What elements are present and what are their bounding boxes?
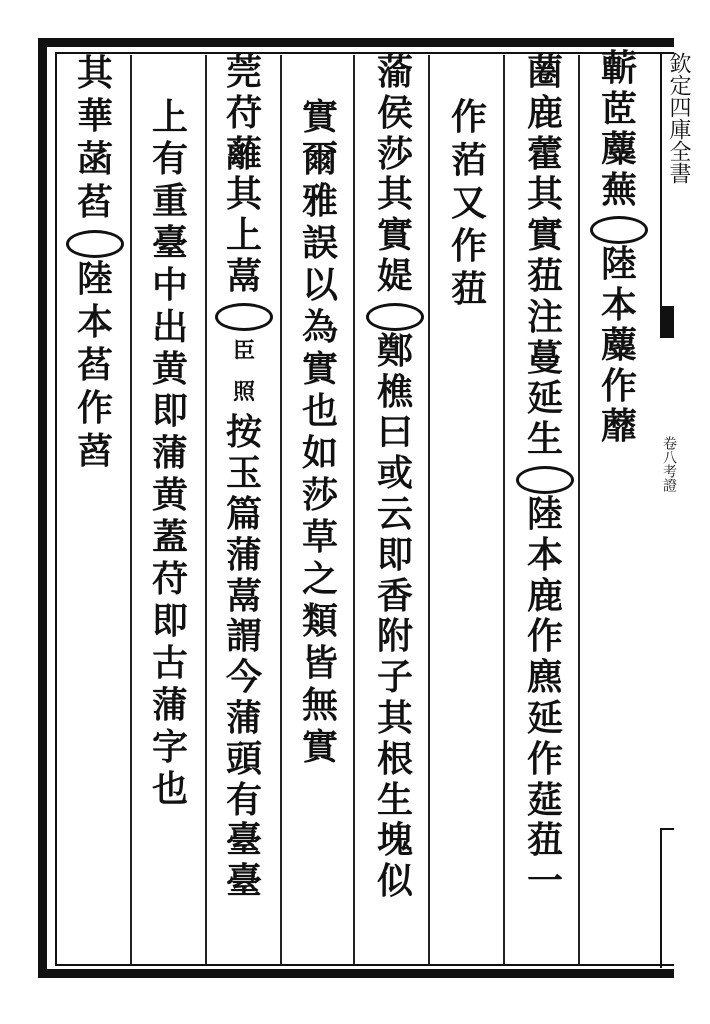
- glyph: 臺: [225, 860, 262, 903]
- glyph: 上: [225, 214, 262, 257]
- glyph: 有: [225, 778, 262, 821]
- glyph: 按: [225, 411, 262, 454]
- glyph: 臣: [232, 337, 255, 364]
- glyph: 上: [151, 96, 188, 138]
- glyph: 作: [526, 615, 563, 658]
- glyph: 苻: [225, 91, 262, 134]
- glyph: 一: [526, 860, 563, 903]
- glyph: 實: [526, 214, 563, 257]
- glyph: 蕪: [600, 168, 637, 211]
- glyph: 臺: [225, 819, 262, 862]
- glyph: 鄭: [376, 329, 413, 372]
- column-rule: [353, 55, 355, 965]
- glyph: 香: [376, 574, 413, 617]
- glyph: 重: [151, 180, 188, 222]
- circle-separator-icon: [590, 210, 648, 244]
- glyph: 實: [301, 96, 338, 138]
- glyph: 玉: [225, 452, 262, 495]
- glyph: 如: [301, 432, 338, 474]
- glyph: 曰: [376, 411, 413, 454]
- circle-separator-icon: [366, 297, 424, 331]
- glyph: 媞: [376, 254, 413, 297]
- glyph: 出: [151, 306, 188, 348]
- glyph: 本: [76, 301, 113, 343]
- glyph: 黄: [151, 474, 188, 516]
- glyph: 苻: [151, 558, 188, 600]
- glyph: 有: [151, 138, 188, 180]
- glyph: 蒲: [151, 684, 188, 726]
- glyph: 又: [450, 182, 487, 224]
- glyph: 蒲: [225, 533, 262, 576]
- glyph: 作: [600, 364, 637, 407]
- glyph: 陸: [76, 258, 113, 300]
- glyph: 莥: [450, 268, 487, 310]
- glyph: 麃: [526, 656, 563, 699]
- text-column-7: [141, 96, 199, 810]
- glyph: 臺: [151, 222, 188, 264]
- glyph: 作: [450, 225, 487, 267]
- fishtail-mark: [660, 306, 674, 338]
- glyph: 雅: [301, 180, 338, 222]
- glyph: 皆: [301, 642, 338, 684]
- glyph: 蘄: [600, 47, 637, 89]
- glyph: 藿: [526, 132, 563, 175]
- glyph: 華: [76, 95, 113, 137]
- glyph: 實: [376, 214, 413, 257]
- text-column-5: [291, 96, 349, 768]
- glyph: 延: [526, 696, 563, 739]
- glyph: 塊: [376, 819, 413, 862]
- glyph: 莥: [526, 819, 563, 862]
- glyph: 或: [376, 452, 413, 495]
- text-column-3: [440, 96, 498, 311]
- glyph: 實: [301, 348, 338, 390]
- fore-edge-title: [660, 52, 691, 307]
- glyph: 其: [376, 696, 413, 739]
- glyph: 即: [151, 390, 188, 432]
- column-rule: [503, 55, 505, 965]
- circle-mark: [215, 303, 273, 331]
- glyph: 蘪: [600, 324, 637, 366]
- glyph: 頭: [225, 737, 262, 780]
- glyph: 萡: [450, 139, 487, 181]
- column-rule: [130, 55, 132, 965]
- glyph: 生: [376, 778, 413, 821]
- glyph: 類: [301, 600, 338, 642]
- glyph: 篇: [225, 492, 262, 535]
- circle-separator-icon: [215, 297, 273, 331]
- fore-edge-lower-box: [660, 828, 674, 968]
- column-rule: [578, 55, 580, 965]
- circle-separator-icon: [66, 224, 124, 258]
- circle-mark: [366, 303, 424, 331]
- glyph: 蘼: [600, 405, 637, 447]
- glyph: 作: [450, 96, 487, 138]
- glyph: 其: [526, 173, 563, 216]
- fore-edge-title-text: 欽定四庫全書: [666, 52, 691, 184]
- glyph: 字: [151, 726, 188, 768]
- glyph: 鹿: [526, 91, 563, 134]
- glyph: 蘺: [225, 132, 262, 175]
- glyph: 萏: [76, 181, 113, 223]
- glyph: 蓋: [151, 516, 188, 558]
- glyph: 中: [151, 264, 188, 306]
- glyph: 蘪: [600, 128, 637, 170]
- glyph: 蔓: [526, 336, 563, 379]
- glyph: 莎: [301, 474, 338, 516]
- glyph: 鹿: [526, 574, 563, 617]
- glyph: 蔨: [526, 51, 563, 93]
- glyph: 蒚: [225, 574, 262, 617]
- glyph: 延: [526, 377, 563, 420]
- glyph: 作: [526, 737, 563, 780]
- glyph: 古: [151, 642, 188, 684]
- glyph: 為: [301, 306, 338, 348]
- glyph: 蓞: [76, 430, 113, 472]
- glyph: 莎: [376, 132, 413, 175]
- glyph: 今: [225, 656, 262, 699]
- glyph: 云: [376, 492, 413, 535]
- glyph: 注: [526, 295, 563, 338]
- glyph: 即: [376, 533, 413, 576]
- glyph: 侯: [376, 91, 413, 134]
- glyph: 陸: [526, 492, 563, 535]
- glyph: 其: [76, 52, 113, 94]
- glyph: 根: [376, 737, 413, 780]
- text-column-1: [590, 48, 648, 447]
- glyph: 蒲: [225, 696, 262, 739]
- glyph: 蒲: [151, 432, 188, 474]
- column-rule: [280, 55, 282, 965]
- glyph: 實: [301, 726, 338, 768]
- glyph: 樵: [376, 370, 413, 413]
- text-column-8: [66, 52, 124, 473]
- glyph: 莥: [526, 254, 563, 297]
- glyph: 以: [301, 264, 338, 306]
- glyph: 莞: [225, 51, 262, 93]
- glyph: 也: [301, 390, 338, 432]
- glyph: 本: [600, 283, 637, 326]
- glyph: 子: [376, 656, 413, 699]
- text-column-6: [215, 52, 273, 902]
- column-rule: [428, 55, 430, 965]
- fore-edge-juan-text: 卷八考證: [661, 436, 677, 492]
- glyph: 似: [376, 860, 413, 903]
- glyph: 也: [151, 768, 188, 810]
- glyph: 之: [301, 558, 338, 600]
- text-column-4: [366, 52, 424, 902]
- circle-separator-icon: [516, 460, 574, 494]
- glyph: 本: [526, 533, 563, 576]
- glyph: 其: [225, 173, 262, 216]
- glyph: 黄: [151, 348, 188, 390]
- glyph: 作: [76, 387, 113, 429]
- glyph: 照: [232, 378, 255, 405]
- glyph: 茝: [600, 87, 637, 130]
- glyph: 菡: [76, 138, 113, 180]
- glyph: 爾: [301, 138, 338, 180]
- glyph: 陸: [600, 243, 637, 285]
- glyph: 莚: [526, 778, 563, 821]
- glyph: 即: [151, 600, 188, 642]
- glyph: 萏: [76, 344, 113, 386]
- glyph: 附: [376, 615, 413, 658]
- text-column-2: [516, 52, 574, 902]
- circle-mark: [516, 466, 574, 494]
- glyph: 其: [376, 173, 413, 216]
- glyph: 生: [526, 418, 563, 461]
- column-rule: [205, 55, 207, 965]
- glyph: 無: [301, 684, 338, 726]
- glyph: 草: [301, 516, 338, 558]
- glyph: 誤: [301, 222, 338, 264]
- fore-edge-juan: [660, 436, 677, 492]
- glyph: 蕍: [376, 51, 413, 93]
- glyph: 蒚: [225, 254, 262, 297]
- glyph: 謂: [225, 615, 262, 658]
- circle-mark: [590, 216, 648, 244]
- circle-mark: [66, 230, 124, 258]
